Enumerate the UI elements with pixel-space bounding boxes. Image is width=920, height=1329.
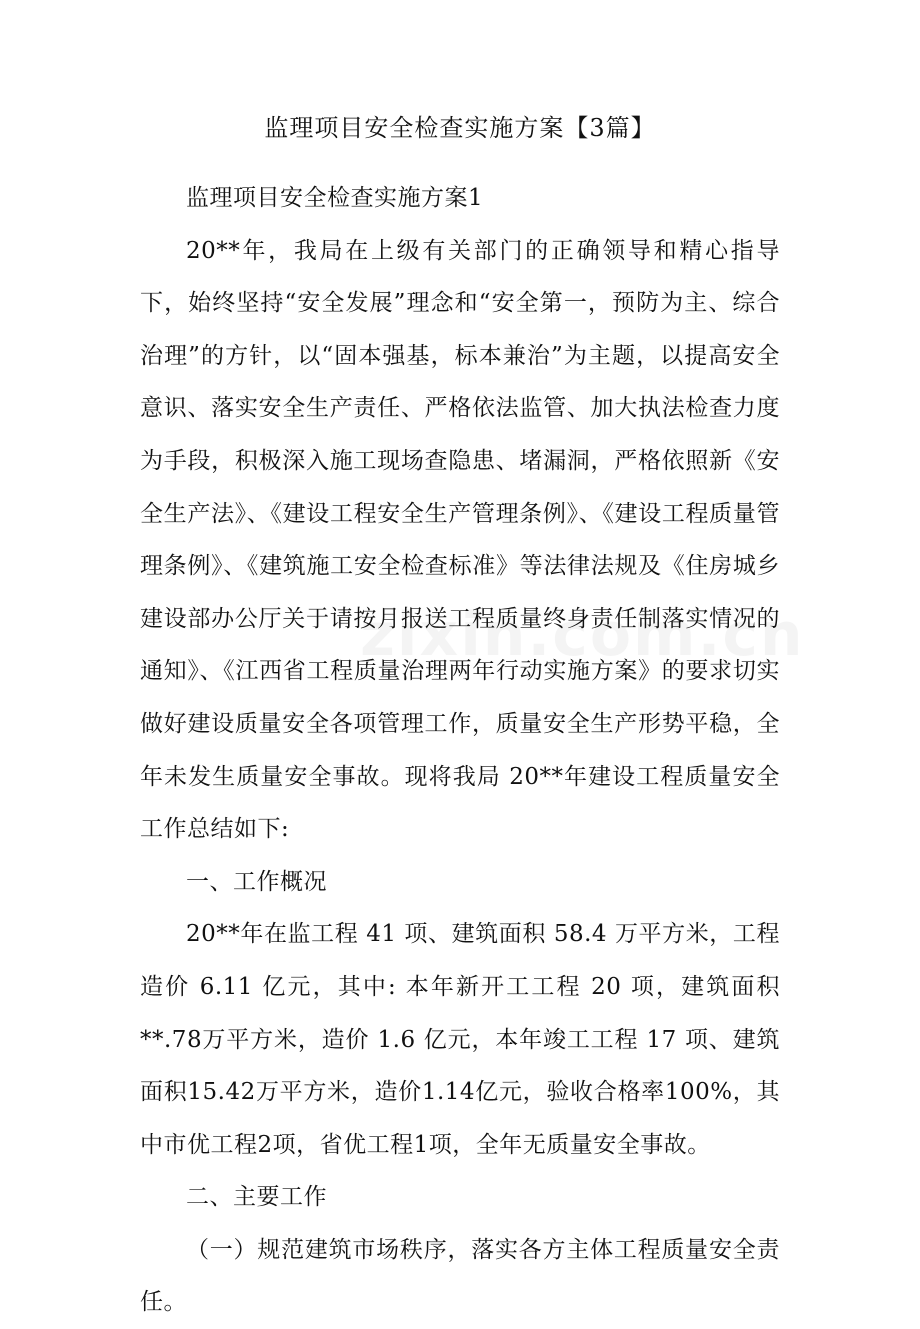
heading-work-overview: 一、工作概况 xyxy=(186,868,327,895)
heading-main-work: 二、主要工作 xyxy=(186,1184,327,1211)
subheading-market-order: （一）规范建筑市场秩序，落实各方主体工程质量安全责任。 xyxy=(140,1236,780,1316)
overview-paragraph: 20**年在监工程 41 项、建筑面积 58.4 万平方米，工程造价 6.11 亿元，其中: 本年新开工工程 20 项，建筑面积**.78万平方米，造价 1.6 亿元，本年竣工工程 17 项、建筑面积15.42万平方米，造价1.14亿元，验收合格率100%，其中市优工程2项，省优工程1项，全年无质量安全事故。 xyxy=(140,921,780,1158)
document-body xyxy=(140,172,780,1329)
intro-paragraph: 20**年，我局在上级有关部门的正确领导和精心指导下，始终坚持“安全发展”理念和“安全第一，预防为主、综合治理”的方针，以“固本强基，标本兼治”为主题，以提高安全意识、落实安全生产责任、严格依法监管、加大执法检查力度为手段，积极深入施工现场查隐患、堵漏洞，严格依照新《安全生产法》、《建设工程安全生产管理条例》、《建设工程质量管理条例》、《建筑施工安全检查标准》等法律法规及《住房城乡建设部办公厅关于请按月报送工程质量终身责任制落实情况的通知》、《江西省工程质量治理两年行动实施方案》的要求切实做好建设质量安全各项管理工作，质量安全生产形势平稳，全年未发生质量安全事故。现将我局 20**年建设工程质量安全工作总结如下: xyxy=(140,237,780,843)
document-title: 监理项目安全检查实施方案【3篇】 xyxy=(264,114,656,142)
section-heading-1: 监理项目安全检查实施方案1 xyxy=(186,185,484,211)
